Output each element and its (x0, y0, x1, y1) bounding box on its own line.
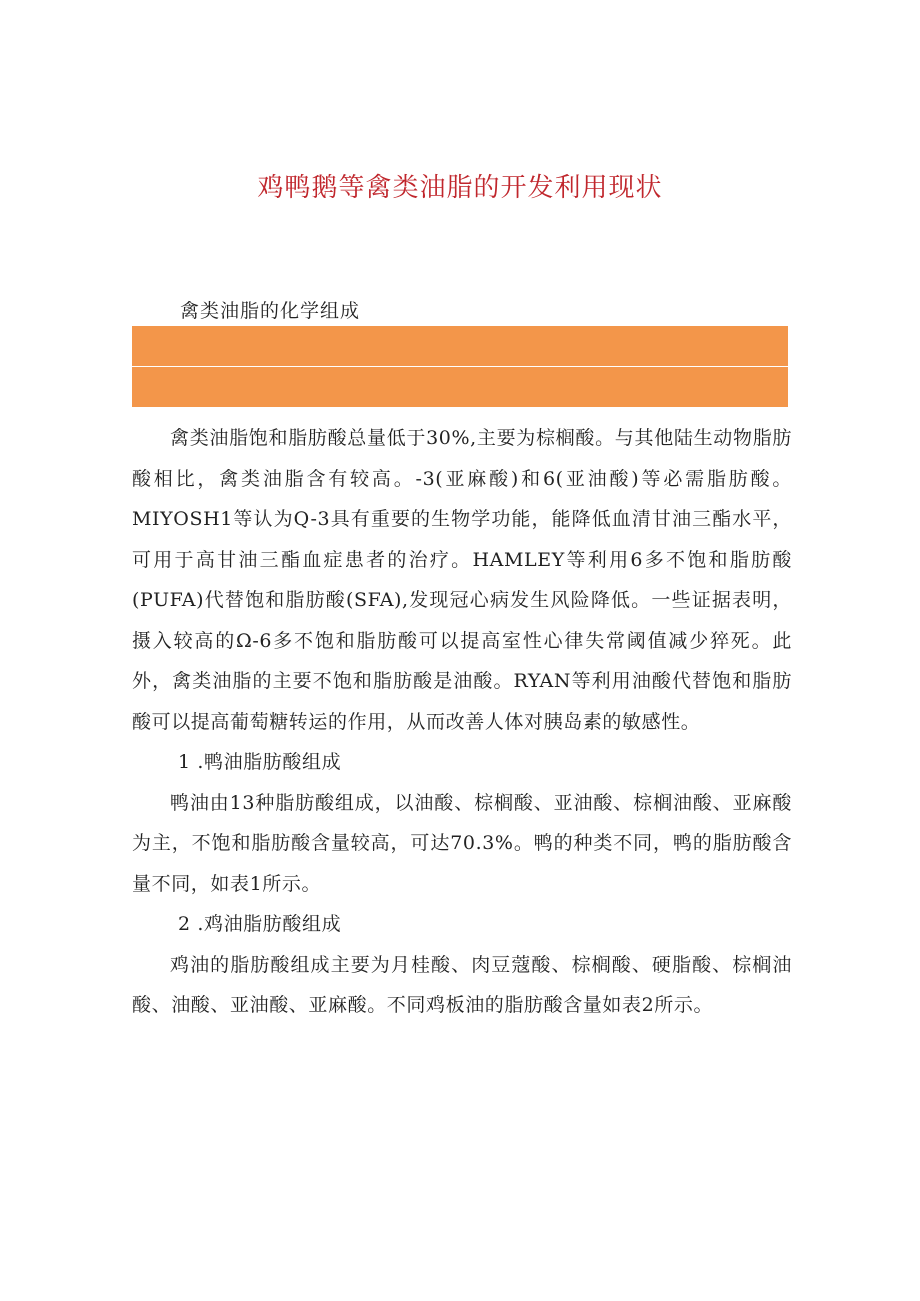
chicken-oil-paragraph: 鸡油的脂肪酸组成主要为月桂酸、肉豆蔻酸、棕榈酸、硬脂酸、棕榈油酸、油酸、亚油酸、亚麻酸。不同鸡板油的脂肪酸含量如表2所示。 (132, 953, 792, 1016)
duck-oil-paragraph: 鸭油由13种脂肪酸组成，以油酸、棕榈酸、亚油酸、棕榈油酸、亚麻酸为主，不饱和脂肪酸含量较高，可达70.3%。鸭的种类不同，鸭的脂肪酸含量不同，如表1所示。 (132, 791, 792, 895)
section-heading: 禽类油脂的化学组成 (180, 300, 361, 322)
highlight-band-top (132, 326, 788, 366)
chicken-oil-heading: 2 .鸡油脂肪酸组成 (178, 913, 342, 935)
intro-paragraph: 禽类油脂饱和脂肪酸总量低于30%,主要为棕榈酸。与其他陆生动物脂肪酸相比，禽类油脂含有较高。-3(亚麻酸)和6(亚油酸)等必需脂肪酸。MIYOSH1等认为Q-3具有重要的生物学功能，能降低血清甘油三酯水平，可用于高甘油三酯血症患者的治疗。HAMLEY等利用6多不饱和脂肪酸(PUFA)代替饱和脂肪酸(SFA),发现冠心病发生风险降低。一些证据表明，摄入较高的Ω-6多不饱和脂肪酸可以提高室性心律失常阈值减少猝死。此外，禽类油脂的主要不饱和脂肪酸是油酸。RYAN等利用油酸代替饱和脂肪酸可以提高葡萄糖转运的作用，从而改善人体对胰岛素的敏感性。 (132, 427, 792, 733)
document-body (132, 418, 792, 1026)
duck-oil-heading: 1 .鸭油脂肪酸组成 (178, 751, 342, 773)
document-title: 鸡鸭鹅等禽类油脂的开发利用现状 (257, 173, 663, 203)
highlight-band-bottom (132, 367, 788, 407)
